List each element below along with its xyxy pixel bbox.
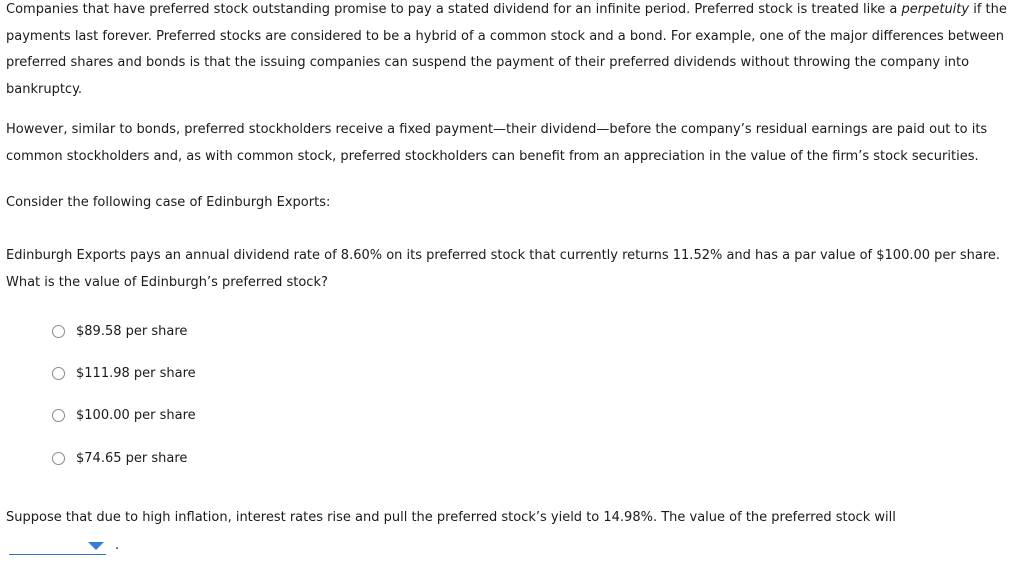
answer-dropdown[interactable] [9, 540, 106, 555]
intro-paragraph [6, 0, 1018, 103]
radio-button[interactable] [52, 452, 65, 465]
answer-option-label: $100.00 per share [76, 407, 196, 423]
sentence-period: . [115, 538, 120, 553]
answer-option[interactable] [52, 321, 187, 341]
case-intro: Consider the following case of Edinburgh Exports: [6, 195, 331, 210]
perpetuity-emphasis: perpetuity [901, 2, 970, 17]
question-text: Edinburgh Exports pays an annual dividend rate of 8.60% on its preferred stock that currently returns 11.52% and has a par value of $100.00 per share. What is the value of Edinburgh’s preferred stock? [6, 248, 1001, 290]
radio-button[interactable] [52, 409, 65, 422]
intro-text-part1: Companies that have preferred stock outstanding promise to pay a stated dividend for an infinite period. Preferred stock is treated like a [6, 2, 902, 17]
radio-button[interactable] [52, 325, 65, 338]
followup-question: Suppose that due to high inflation, interest rates rise and pull the preferred stock’s yield to 14.98%. The value of the preferred stock will [6, 510, 896, 525]
intro-text-part2: if the payments last forever. Preferred stocks are considered to be a hybrid of a common stock and a bond. For example, one of the major differences between preferred shares and bonds is that the issuing companies can suspend the payment of their preferred dividends without throwing the company into bankruptcy. [6, 2, 1007, 97]
chevron-down-icon[interactable] [88, 542, 104, 550]
answer-option[interactable] [52, 405, 196, 425]
radio-button[interactable] [52, 367, 65, 380]
answer-option[interactable] [52, 448, 187, 468]
answer-option-label: $74.65 per share [76, 450, 188, 466]
answer-option-label: $89.58 per share [76, 323, 188, 339]
answer-option-label: $111.98 per share [76, 365, 196, 381]
answer-option[interactable] [52, 363, 196, 383]
bonds-comparison-paragraph: However, similar to bonds, preferred stockholders receive a fixed payment—their dividend—before the company’s residual earnings are paid out to its common stockholders and, as with common stock, preferred stockholders can benefit from an appreciation in the value of the firm’s stock securities. [6, 122, 988, 164]
